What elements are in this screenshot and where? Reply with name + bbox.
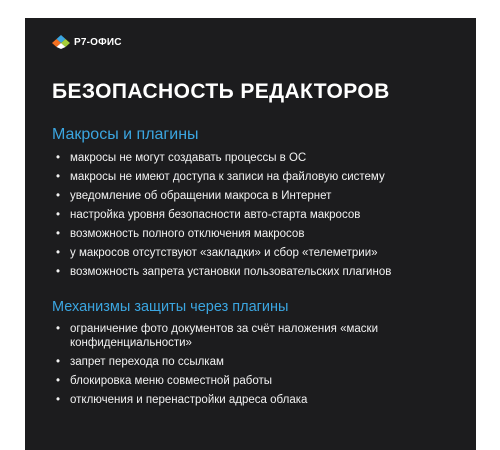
plugin-protection-list [56, 322, 456, 412]
list-item: • у макросов отсутствуют «закладки» и сбор «телеметрии» [56, 246, 456, 260]
section-heading-plugin-protection: Механизмы защиты через плагины [52, 299, 289, 315]
list-item: • запрет перехода по ссылкам [56, 355, 456, 369]
section-heading-macros: Макросы и плагины [52, 126, 199, 143]
list-item: • уведомление об обращении макроса в Интернет [56, 189, 456, 203]
list-item: • макросы не могут создавать процессы в ОС [56, 151, 456, 165]
r7-office-logo-icon [52, 35, 70, 49]
slide-title: БЕЗОПАСНОСТЬ РЕДАКТОРОВ [52, 80, 390, 103]
list-item: • блокировка меню совместной работы [56, 374, 456, 388]
list-item: • ограничение фото документов за счёт наложения «маски конфиденциальности» [56, 322, 456, 350]
list-item: • макросы не имеют доступа к записи на файловую систему [56, 170, 456, 184]
list-item: • возможность полного отключения макросов [56, 227, 456, 241]
macros-list [56, 151, 456, 284]
list-item: • настройка уровня безопасности авто-старта макросов [56, 208, 456, 222]
list-item: • возможность запрета установки пользовательских плагинов [56, 265, 456, 279]
brand-logo [52, 35, 122, 49]
list-item: • отключения и перенастройки адреса облака [56, 393, 456, 407]
brand-name: Р7-ОФИС [74, 36, 122, 48]
slide [25, 18, 476, 450]
